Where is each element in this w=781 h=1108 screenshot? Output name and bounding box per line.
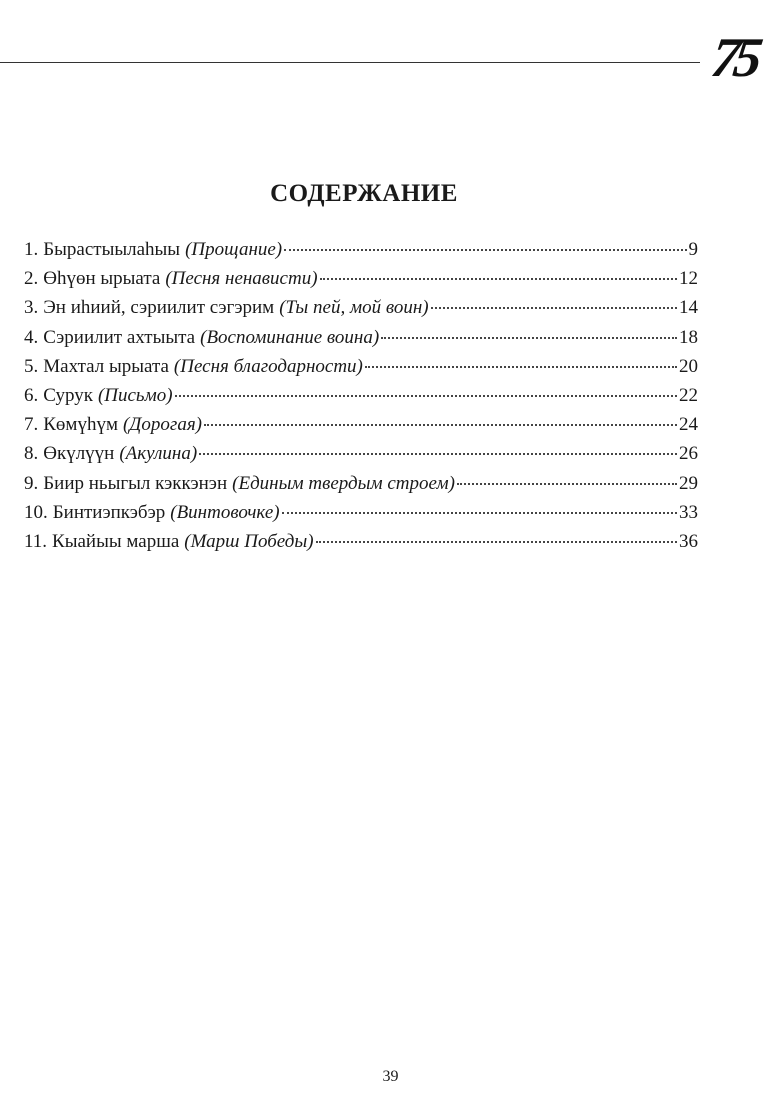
toc-entry-title: Көмүhүм — [43, 414, 118, 436]
toc-entry-number: 5. — [24, 355, 39, 377]
toc-entry-title: Бинтиэпкэбэр — [52, 501, 166, 523]
toc-entry-page: 33 — [679, 501, 698, 523]
header-rule — [0, 62, 700, 63]
toc-entry-page: 18 — [679, 326, 698, 348]
dot-leader — [282, 512, 677, 514]
toc-entry-page: 14 — [679, 297, 698, 319]
toc-entry-translation: (Марш Победы) — [184, 530, 314, 552]
toc-entry-translation: (Песня благодарности) — [173, 355, 363, 377]
toc-entry[interactable] — [24, 502, 698, 531]
toc-entry-number: 3. — [24, 297, 39, 319]
toc-entry-title: Өкүлүүн — [43, 443, 115, 465]
toc-entry-translation: (Винтовочке) — [170, 501, 280, 523]
dot-leader — [365, 366, 677, 368]
toc-entry[interactable] — [24, 239, 698, 268]
dot-leader — [199, 453, 677, 455]
toc-entry-page: 9 — [688, 239, 698, 260]
dot-leader — [204, 424, 677, 426]
toc-entry-number: 10. — [24, 501, 48, 523]
dot-leader — [431, 307, 677, 309]
toc-entry-page: 24 — [679, 414, 698, 436]
toc-entry-translation: (Песня ненависти) — [165, 268, 318, 290]
toc-entry-number: 2. — [24, 268, 39, 290]
table-of-contents — [24, 239, 698, 560]
toc-entry-number: 8. — [24, 443, 39, 465]
page-number: 39 — [382, 1068, 399, 1085]
toc-entry-number: 7. — [24, 414, 39, 436]
toc-entry[interactable] — [24, 531, 698, 560]
toc-entry[interactable] — [24, 268, 698, 297]
dot-leader — [457, 483, 677, 485]
toc-entry[interactable] — [24, 297, 698, 326]
toc-entry[interactable] — [24, 473, 698, 502]
toc-entry-title: Сурук — [43, 384, 93, 406]
toc-entry-translation: (Прощание) — [185, 239, 283, 260]
dot-leader — [284, 249, 686, 251]
toc-entry-title: Бырастыылаhыы — [43, 239, 181, 260]
toc-entry-title: Махтал ырыата — [43, 355, 169, 377]
toc-entry-number: 4. — [24, 326, 39, 348]
toc-entry-title: Эн иhиий, сэриилит сэгэрим — [43, 297, 275, 319]
toc-entry-number: 1. — [24, 239, 39, 260]
toc-entry-page: 26 — [679, 443, 698, 465]
toc-entry-translation: (Письмо) — [97, 384, 173, 406]
toc-entry-translation: (Акулина) — [119, 443, 198, 465]
toc-entry-page: 36 — [679, 530, 698, 552]
anniversary-75-logo: 75 — [707, 27, 761, 89]
toc-entry-translation: (Дорогая) — [122, 414, 202, 436]
toc-entry-number: 11. — [24, 530, 48, 552]
toc-entry-title: Биир ньыгыл кэккэнэн — [43, 472, 228, 494]
dot-leader — [175, 395, 677, 397]
toc-entry-page: 20 — [679, 355, 698, 377]
dot-leader — [316, 541, 677, 543]
toc-entry[interactable] — [24, 443, 698, 472]
dot-leader — [381, 337, 677, 339]
toc-entry[interactable] — [24, 327, 698, 356]
toc-entry-page: 12 — [679, 268, 698, 290]
toc-entry-title: Кыайыы марша — [52, 530, 180, 552]
toc-entry-translation: (Воспоминание воина) — [200, 326, 380, 348]
toc-entry[interactable] — [24, 356, 698, 385]
toc-entry[interactable] — [24, 414, 698, 443]
toc-entry-page: 29 — [679, 472, 698, 494]
toc-entry[interactable] — [24, 385, 698, 414]
toc-entry-translation: (Единым твердым строем) — [232, 472, 455, 494]
toc-entry-title: Өhүөн ырыата — [43, 268, 161, 290]
dot-leader — [320, 278, 677, 280]
toc-entry-page: 22 — [679, 384, 698, 406]
toc-entry-number: 9. — [24, 472, 39, 494]
toc-entry-title: Сэриилит ахтыыта — [43, 326, 196, 348]
toc-entry-number: 6. — [24, 384, 39, 406]
page-title: СОДЕРЖАНИЕ — [270, 180, 458, 207]
toc-entry-translation: (Ты пей, мой воин) — [279, 297, 429, 319]
